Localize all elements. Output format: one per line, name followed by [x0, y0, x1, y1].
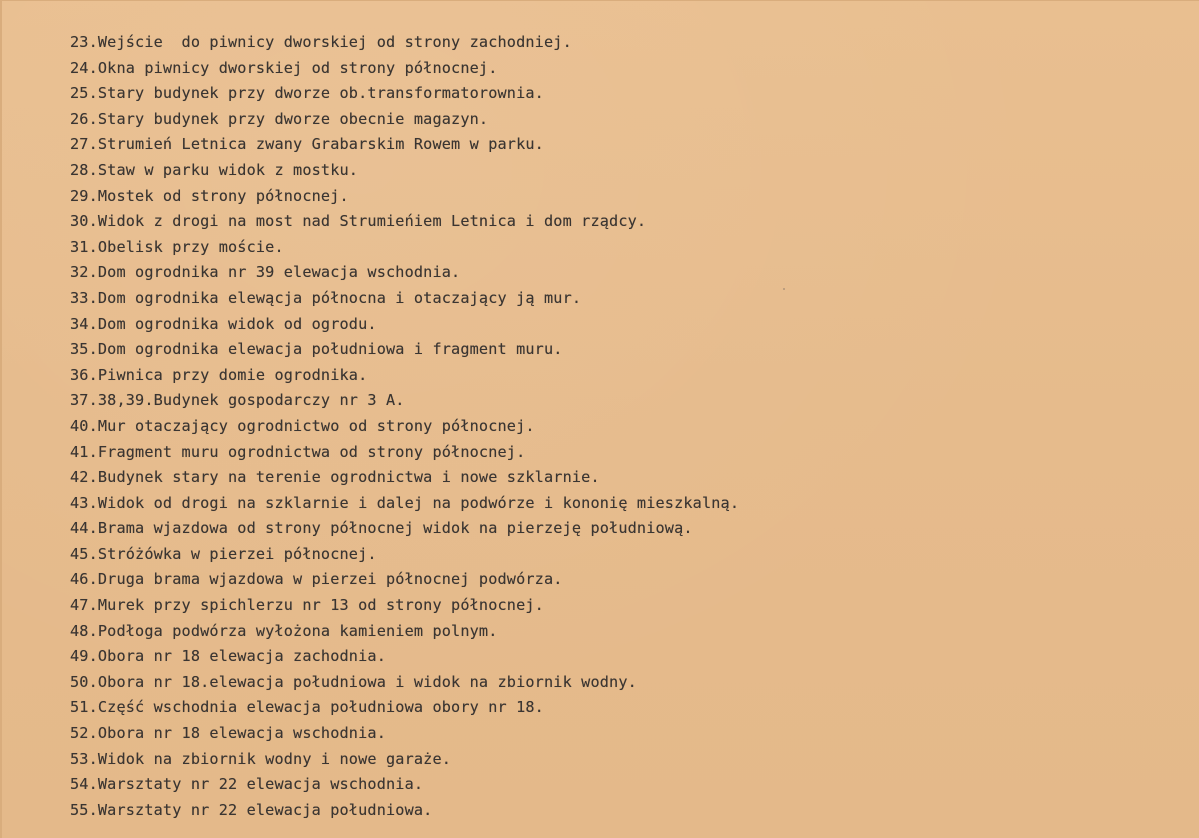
- caption-line-47: 47.Murek przy spichlerzu nr 13 od strony północnej.: [70, 596, 544, 615]
- caption-line-45: 45.Stróżówka w pierzei północnej.: [70, 544, 377, 563]
- caption-line-29: 29.Mostek od strony północnej.: [70, 186, 349, 205]
- caption-line-48: 48.Podłoga podwórza wyłożona kamieniem polnym.: [70, 621, 498, 640]
- caption-line-43: 43.Widok od drogi na szklarnie i dalej na podwórze i kononię mieszkalną.: [70, 493, 740, 512]
- caption-line-23: 23.Wejście do piwnicy dworskiej od strony zachodniej.: [70, 33, 572, 51]
- caption-line-27: 27.Strumień Letnica zwany Grabarskim Rowem w parku.: [70, 135, 544, 154]
- caption-line-30: 30.Widok z drogi na most nad Strumieńiem Letnica i dom rządcy.: [70, 212, 647, 231]
- caption-line-24: 24.Okna piwnicy dworskiej od strony północnej.: [70, 58, 498, 77]
- caption-line-40: 40.Mur otaczający ogrodnictwo od strony północnej.: [70, 416, 535, 435]
- caption-line-31: 31.Obelisk przy moście.: [70, 237, 284, 256]
- caption-line-46: 46.Druga brama wjazdowa w pierzei północnej podwórza.: [70, 570, 563, 589]
- caption-line-50: 50.Obora nr 18.elewacja południowa i widok na zbiornik wodny.: [70, 672, 637, 691]
- caption-line-54: 54.Warsztaty nr 22 elewacja wschodnia.: [70, 775, 424, 794]
- caption-line-28: 28.Staw w parku widok z mostku.: [70, 160, 359, 179]
- caption-line-55: 55.Warsztaty nr 22 elewacja południowa.: [70, 800, 433, 819]
- caption-line-35: 35.Dom ogrodnika elewacja południowa i fragment muru.: [70, 340, 563, 359]
- paper-speck: [783, 288, 785, 290]
- caption-line-41: 41.Fragment muru ogrodnictwa od strony północnej.: [70, 442, 526, 461]
- caption-line-51: 51.Część wschodnia elewacja południowa obory nr 18.: [70, 698, 544, 717]
- caption-line-42: 42.Budynek stary na terenie ogrodnictwa i nowe szklarnie.: [70, 468, 600, 487]
- caption-line-44: 44.Brama wjazdowa od strony północnej widok na pierzeję południową.: [70, 519, 693, 538]
- caption-line-32: 32.Dom ogrodnika nr 39 elewacja wschodnia.: [70, 263, 461, 282]
- photo-caption-list: [70, 30, 739, 823]
- caption-line-37-39: 37.38,39.Budynek gospodarczy nr 3 A.: [70, 391, 405, 410]
- caption-line-33: 33.Dom ogrodnika elewącja północna i otaczający ją mur.: [70, 288, 582, 307]
- caption-line-34: 34.Dom ogrodnika widok od ogrodu.: [70, 314, 377, 333]
- caption-line-52: 52.Obora nr 18 elewacja wschodnia.: [70, 724, 386, 743]
- caption-line-53: 53.Widok na zbiornik wodny i nowe garaże.: [70, 749, 452, 768]
- caption-line-25: 25.Stary budynek przy dworze ob.transformatorownia.: [70, 84, 544, 103]
- caption-line-36: 36.Piwnica przy domie ogrodnika.: [70, 365, 368, 384]
- caption-line-49: 49.Obora nr 18 elewacja zachodnia.: [70, 647, 386, 666]
- caption-line-26: 26.Stary budynek przy dworze obecnie magazyn.: [70, 109, 489, 128]
